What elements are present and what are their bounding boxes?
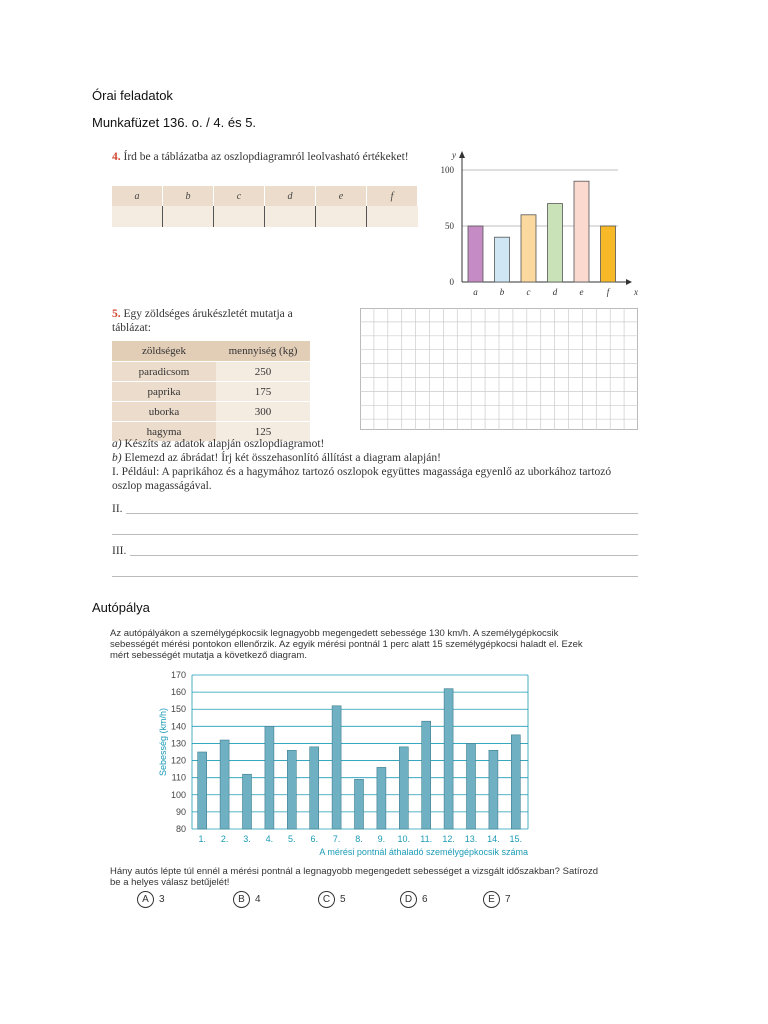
ex5-answer-line-iii-b[interactable] — [112, 576, 638, 577]
bar-5 — [287, 750, 296, 829]
choice-a-letter: A — [137, 891, 154, 908]
ex5-header-quantity: mennyiség (kg) — [216, 341, 310, 362]
y-tick-label: 150 — [170, 704, 186, 715]
ex4-col-b: b — [163, 186, 214, 206]
y-tick-label: 160 — [170, 687, 186, 698]
ex4-cell-f[interactable] — [367, 206, 418, 227]
ex4-bar-chart — [420, 148, 640, 300]
table-row — [112, 402, 310, 422]
bar-15 — [511, 735, 520, 829]
ex4-cell-c[interactable] — [214, 206, 265, 227]
x-tick-label: 11. — [420, 834, 433, 844]
choice-d[interactable] — [400, 891, 428, 908]
ex5-cell-qty: 125 — [216, 422, 310, 442]
x-tick-label: 9. — [377, 834, 386, 844]
x-axis-label: A mérési pontnál áthaladó személygépkocsik száma — [319, 847, 528, 857]
bar-a — [468, 226, 483, 282]
choice-c-value: 5 — [340, 894, 346, 905]
x-tick-label: 6. — [310, 834, 318, 844]
ex4-col-f: f — [367, 186, 418, 206]
y-tick-label: 50 — [445, 221, 454, 231]
x-tick-label: 8. — [355, 834, 363, 844]
ex5-cell-qty: 300 — [216, 402, 310, 422]
ex5-line-ii-label: II. — [112, 503, 123, 515]
choice-d-value: 6 — [422, 894, 428, 905]
choice-c[interactable] — [318, 891, 346, 908]
choice-e-value: 7 — [505, 894, 511, 905]
y-tick-label: 140 — [170, 721, 186, 732]
y-tick-label: 100 — [170, 789, 186, 800]
x-tick-label: 2. — [220, 834, 229, 844]
ex5-line-iii-label: III. — [112, 545, 127, 557]
x-tick-label: 12. — [442, 834, 455, 844]
ex4-cell-d[interactable] — [265, 206, 316, 227]
x-tick-label: 7. — [332, 834, 341, 844]
heading-autopalya: Autópálya — [92, 600, 150, 615]
ex5-task-a-text: Készíts az adatok alapján oszlopdiagramot! — [124, 438, 325, 450]
ex4-text: Írd be a táblázatba az oszlopdiagramról leolvasható értékeket! — [123, 151, 409, 163]
heading-orai-feladatok: Órai feladatok — [92, 88, 173, 103]
ex5-cell-name: hagyma — [112, 422, 216, 442]
heading-munkafuzet: Munkafüzet 136. o. / 4. és 5. — [92, 115, 257, 130]
bar-c — [521, 215, 536, 282]
ex4-cell-a[interactable] — [112, 206, 163, 227]
y-axis-label: Sebesség (km/h) — [158, 707, 168, 777]
ex4-col-c: c — [214, 186, 265, 206]
ex5-cell-name: uborka — [112, 402, 216, 422]
x-tick-label: d — [552, 287, 558, 297]
x-tick-label: 10. — [397, 834, 411, 844]
ex5-answer-line-iii[interactable] — [130, 555, 638, 556]
x-tick-label: e — [579, 287, 584, 297]
ex5-cell-qty: 175 — [216, 382, 310, 402]
ex5-cell-name: paradicsom — [112, 362, 216, 382]
bar-13 — [467, 743, 476, 829]
bar-f — [601, 226, 616, 282]
bar-1 — [198, 752, 207, 829]
y-axis-arrow — [459, 151, 465, 158]
y-tick-label: 170 — [170, 670, 186, 680]
x-tick-label: 13. — [464, 834, 478, 844]
y-tick-label: 0 — [449, 277, 454, 287]
ex4-col-d: d — [265, 186, 316, 206]
ex5-example: I. Például: A paprikához és a hagymához tartozó oszlopok együttes magassága egyenlő az uborkához tartozó oszlop magasságával. — [112, 466, 612, 492]
x-tick-label: 1. — [198, 834, 206, 844]
x-tick-label: f — [606, 287, 610, 297]
bar-12 — [444, 689, 453, 829]
ex4-text-block — [112, 150, 412, 164]
x-tick-label: 3. — [243, 834, 251, 844]
choice-e[interactable] — [483, 891, 511, 908]
bar-d — [548, 204, 563, 282]
ex5-stock-table — [112, 341, 310, 441]
bar-14 — [489, 750, 498, 829]
ex5-answer-line-ii[interactable] — [126, 513, 638, 514]
autopalya-intro: Az autópályákon a személygépkocsik legnagyobb megengedett sebessége 130 km/h. A személygépkocsik sebességét mérési pontokon ellenőrzik. Az egyik mérési pontnál 1 perc alatt 15 személygépkocsi haladt el. Ezek mért sebességét mutatja a következő diagram. — [110, 628, 583, 661]
bar-11 — [422, 721, 431, 829]
ex5-task-a — [112, 437, 642, 451]
ex4-cell-b[interactable] — [163, 206, 214, 227]
choice-a-value: 3 — [159, 894, 165, 905]
bar-b — [495, 237, 510, 282]
choice-b[interactable] — [233, 891, 261, 908]
y-tick-label: 90 — [175, 806, 186, 817]
ex5-task-b — [112, 451, 642, 465]
y-tick-label: 80 — [175, 824, 186, 834]
table-row — [112, 382, 310, 402]
x-axis-label: x — [634, 287, 638, 297]
ex5-cell-qty: 250 — [216, 362, 310, 382]
autopalya-question: Hány autós lépte túl ennél a mérési pontnál a legnagyobb megengedett sebességet a vizsgált időszakban? Satírozd be a helyes válasz betűjelét! — [110, 866, 598, 888]
bar-6 — [310, 747, 319, 829]
ex5-task-b-label: b) — [112, 452, 122, 464]
ex4-col-e: e — [316, 186, 367, 206]
choice-b-letter: B — [233, 891, 250, 908]
bar-2 — [220, 740, 229, 829]
bar-3 — [243, 774, 252, 829]
x-tick-label: c — [526, 287, 531, 297]
bar-7 — [332, 706, 341, 829]
choice-c-letter: C — [318, 891, 335, 908]
ex5-number: 5. — [112, 308, 121, 320]
ex5-cell-name: paprika — [112, 382, 216, 402]
bar-10 — [399, 747, 408, 829]
speed-bar-chart — [150, 668, 535, 860]
bar-8 — [355, 779, 364, 829]
choice-d-letter: D — [400, 891, 417, 908]
ex5-text: Egy zöldséges árukészletét mutatja a táblázat: — [112, 308, 293, 334]
x-tick-label: b — [499, 287, 505, 297]
y-tick-label: 130 — [170, 738, 186, 749]
ex4-number: 4. — [112, 151, 121, 163]
ex5-text-block — [112, 307, 317, 335]
x-axis-arrow — [626, 279, 632, 285]
ex5-task-b-text: Elemezd az ábrádat! Írj két összehasonlító állítást a diagram alapján! — [124, 452, 441, 464]
x-tick-label: 5. — [288, 834, 296, 844]
ex4-cell-e[interactable] — [316, 206, 367, 227]
y-axis-label: y — [452, 150, 456, 160]
x-tick-label: 15. — [509, 834, 523, 844]
ex4-col-a: a — [112, 186, 163, 206]
x-tick-label: a — [473, 287, 478, 297]
choice-e-letter: E — [483, 891, 500, 908]
ex5-answer-line-ii-b[interactable] — [112, 534, 638, 535]
choice-a[interactable] — [137, 891, 165, 908]
bar-9 — [377, 767, 386, 829]
ex5-drawing-grid[interactable] — [360, 308, 638, 430]
ex5-header-vegetables: zöldségek — [112, 341, 216, 362]
x-tick-label: 4. — [265, 834, 274, 844]
bar-e — [574, 181, 589, 282]
table-row — [112, 362, 310, 382]
y-tick-label: 110 — [171, 772, 186, 783]
choice-b-value: 4 — [255, 894, 261, 905]
ex4-answer-table — [112, 186, 418, 227]
x-tick-label: 14. — [487, 834, 500, 844]
bar-4 — [265, 726, 274, 829]
y-tick-label: 120 — [170, 755, 186, 766]
y-tick-label: 100 — [440, 165, 454, 175]
ex5-task-a-label: a) — [112, 438, 122, 450]
